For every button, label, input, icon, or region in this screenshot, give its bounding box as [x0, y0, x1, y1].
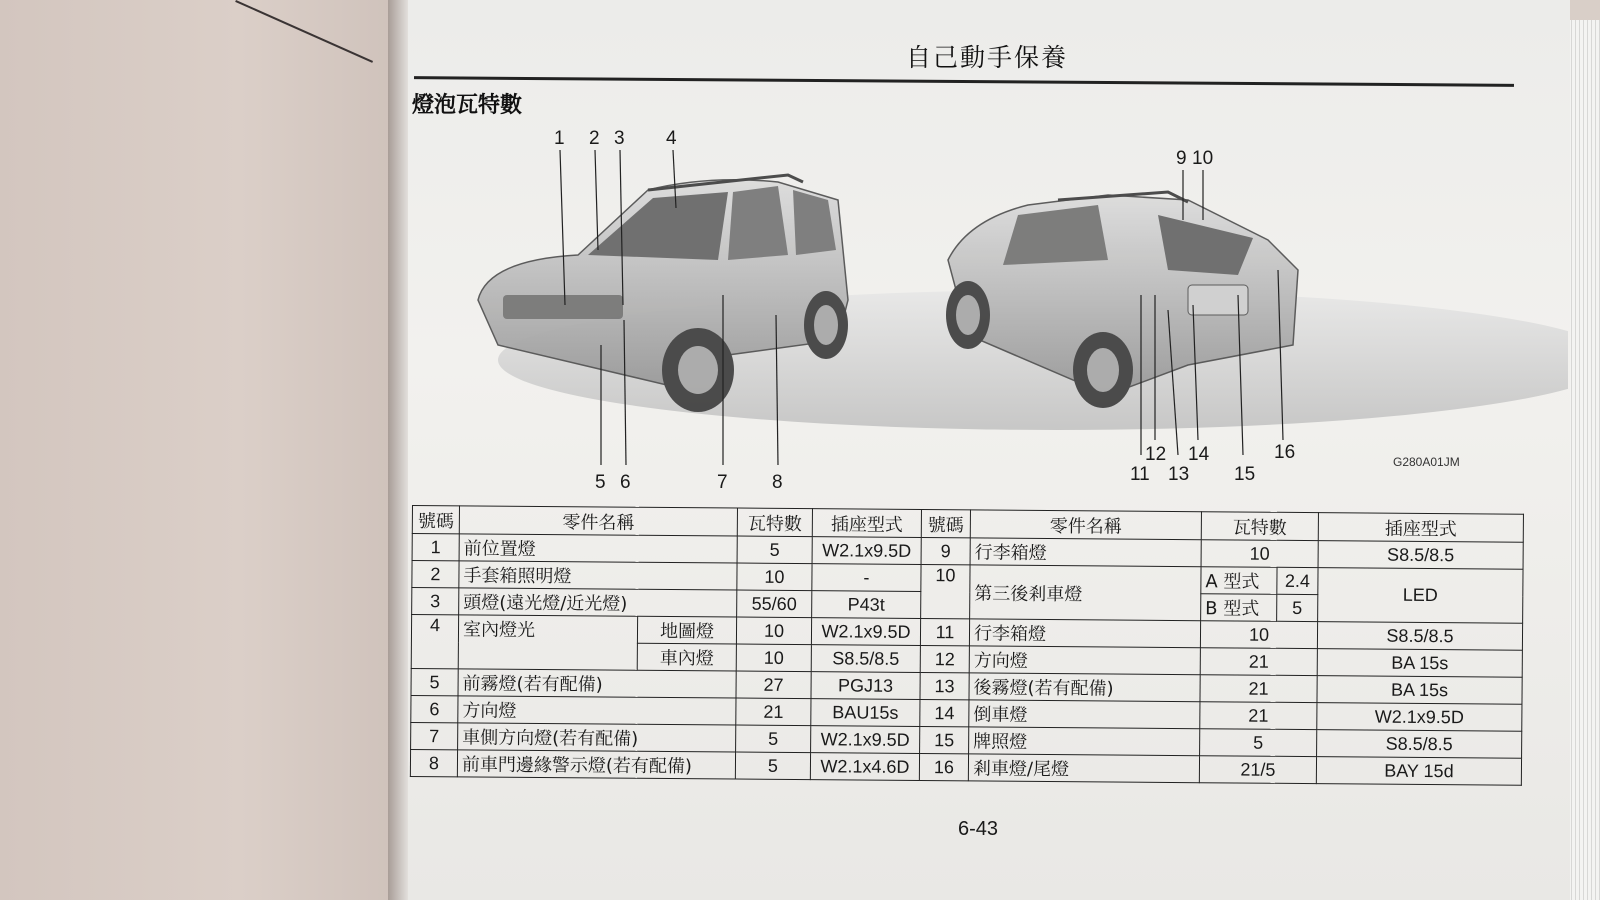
vehicle-figure	[408, 120, 1568, 500]
socket-type: W2.1x4.6D	[810, 753, 919, 781]
row-no: 8	[410, 749, 457, 776]
callout-10: 10	[1192, 148, 1214, 169]
wattage: 27	[736, 671, 811, 699]
wattage: 5	[737, 536, 812, 564]
socket-type: W2.1x9.5D	[811, 726, 920, 754]
callout-1: 1	[554, 128, 565, 149]
part-name: 倒車燈	[969, 700, 1200, 729]
wattage: 10	[1200, 621, 1317, 649]
callout-9: 9	[1176, 148, 1187, 169]
part-name: 前霧燈(若有配備)	[458, 669, 736, 698]
vehicle-illustration	[408, 120, 1568, 500]
socket-type: S8.5/8.5	[1318, 541, 1523, 570]
callout-11: 11	[1130, 464, 1150, 485]
socket-type: P43t	[812, 591, 921, 619]
callout-14: 14	[1188, 444, 1210, 465]
wattage: 21	[736, 698, 811, 726]
row-no: 7	[411, 722, 458, 749]
wattage: 5	[1200, 729, 1317, 757]
row-no: 14	[920, 699, 969, 726]
col-wattage: 瓦特數	[737, 508, 812, 537]
callout-3: 3	[614, 128, 625, 149]
col-socket: 插座型式	[812, 509, 921, 538]
socket-type: W2.1x9.5D	[812, 537, 921, 565]
part-name: 頭燈(遠光燈/近光燈)	[459, 588, 737, 617]
wattage: 10	[737, 563, 812, 591]
callout-4: 4	[666, 128, 677, 149]
socket-type: S8.5/8.5	[1317, 730, 1522, 759]
book-gutter	[388, 0, 410, 900]
row-no: 1	[412, 534, 459, 561]
part-name: 手套箱照明燈	[459, 561, 737, 590]
socket-type: W2.1x9.5D	[1317, 703, 1522, 732]
socket-type: PGJ13	[811, 672, 920, 700]
wattage: 5	[736, 725, 811, 753]
row-no: 12	[920, 645, 969, 672]
col-part-name: 零件名稱	[459, 506, 737, 536]
wattage: 5	[735, 752, 810, 780]
socket-type: LED	[1318, 568, 1523, 624]
sub-part-name: 車內燈	[637, 643, 736, 671]
part-name: 前位置燈	[459, 534, 737, 563]
type-a-wattage: 2.4	[1277, 567, 1318, 594]
bulb-wattage-table	[410, 505, 1524, 786]
part-name: 前車門邊緣警示燈(若有配備)	[457, 750, 735, 779]
wattage: 10	[736, 644, 811, 672]
socket-type: W2.1x9.5D	[811, 618, 920, 646]
sub-part-name: 地圖燈	[637, 616, 736, 644]
page-header-title: 自己動手保養	[906, 43, 1069, 72]
part-name: 後霧燈(若有配備)	[969, 673, 1200, 702]
callout-8: 8	[772, 472, 783, 493]
row-no: 6	[411, 695, 458, 722]
row-no: 11	[920, 618, 969, 645]
manual-page	[408, 0, 1570, 900]
row-no: 16	[919, 753, 968, 780]
socket-type: S8.5/8.5	[811, 645, 920, 673]
callout-6: 6	[620, 472, 631, 493]
callout-2: 2	[589, 128, 600, 149]
callout-5: 5	[595, 472, 606, 493]
row-no: 13	[920, 672, 969, 699]
callout-16: 16	[1274, 442, 1296, 463]
part-name: 方向燈	[458, 696, 736, 725]
wattage: 10	[736, 617, 811, 645]
row-no: 15	[920, 726, 969, 753]
col-wattage-2: 瓦特數	[1201, 512, 1318, 541]
row-no: 5	[411, 668, 458, 695]
col-no: 號碼	[412, 506, 459, 534]
left-page-rule	[235, 0, 373, 63]
row-no: 10	[921, 564, 970, 618]
wattage: 21	[1200, 702, 1317, 730]
part-name: 車側方向燈(若有配備)	[458, 723, 736, 752]
page-number: 6-43	[958, 818, 999, 840]
col-no-2: 號碼	[921, 510, 970, 538]
type-b-wattage: 5	[1277, 594, 1318, 621]
section-title: 燈泡瓦特數	[412, 93, 523, 118]
callout-12: 12	[1145, 444, 1167, 465]
wattage: 55/60	[737, 590, 812, 618]
socket-type: BA 15s	[1317, 649, 1522, 678]
row-no: 4	[411, 615, 458, 669]
type-b-label: B 型式	[1201, 594, 1277, 622]
row-no: 2	[412, 561, 459, 588]
part-name: 行李箱燈	[969, 619, 1200, 648]
part-name: 第三後剎車燈	[970, 565, 1201, 621]
part-name: 室內燈光	[458, 615, 637, 670]
socket-type: BAY 15d	[1316, 757, 1521, 786]
left-page	[0, 0, 400, 900]
part-name: 剎車燈/尾燈	[968, 754, 1199, 783]
row-no: 9	[921, 538, 970, 565]
callout-13: 13	[1168, 464, 1190, 485]
part-name: 行李箱燈	[970, 538, 1201, 567]
wattage: 21	[1200, 675, 1317, 703]
row-no: 3	[412, 588, 459, 615]
figure-code: G280A01JM	[1393, 455, 1460, 469]
part-name: 牌照燈	[969, 727, 1200, 756]
type-a-label: A 型式	[1201, 567, 1277, 595]
col-part-name-2: 零件名稱	[970, 510, 1201, 540]
callout-15: 15	[1234, 464, 1256, 485]
header-rule	[414, 76, 1514, 87]
socket-type: -	[812, 564, 921, 592]
col-socket-2: 插座型式	[1318, 513, 1523, 543]
wattage: 21/5	[1199, 756, 1316, 784]
socket-type: S8.5/8.5	[1317, 622, 1522, 651]
callout-7: 7	[717, 472, 728, 493]
socket-type: BAU15s	[811, 699, 920, 727]
wattage: 10	[1201, 540, 1318, 568]
part-name: 方向燈	[969, 646, 1200, 675]
socket-type: BA 15s	[1317, 676, 1522, 705]
wattage: 21	[1200, 648, 1317, 676]
